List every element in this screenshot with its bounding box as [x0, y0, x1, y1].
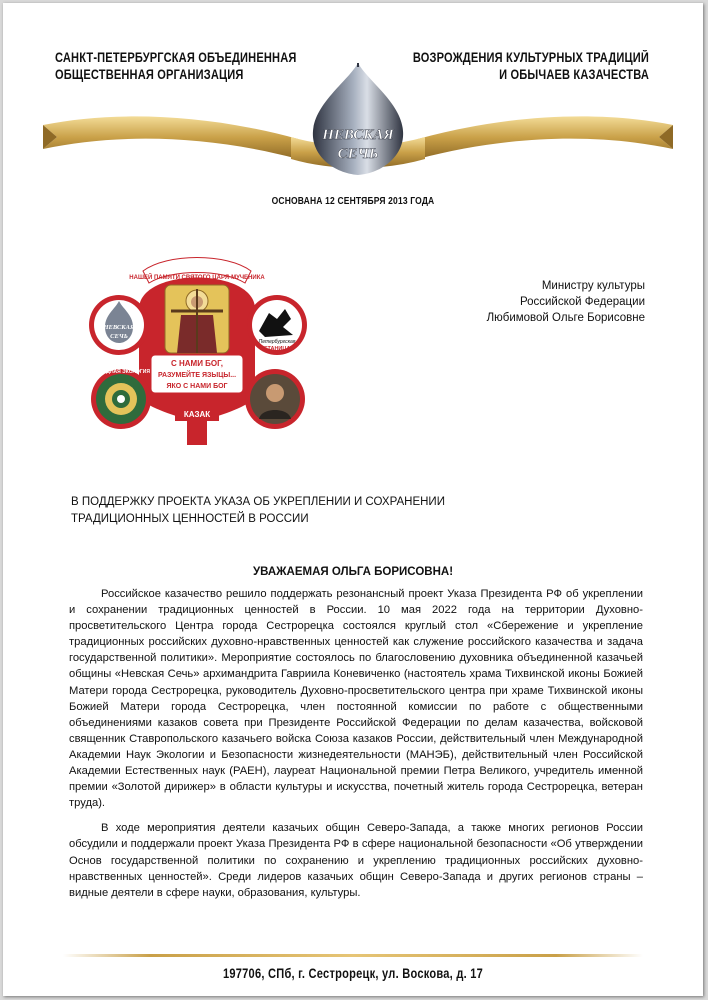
right-badge-line2: СТАНИЦА: [263, 346, 291, 352]
left-bottom-badge-text: НАРОДНАЯ ЭКОЛОГИЯ: [92, 369, 150, 375]
subject-line1: В ПОДДЕРЖКУ ПРОЕКТА УКАЗА ОБ УКРЕПЛЕНИИ И СОХРАНЕНИИ: [71, 496, 445, 508]
left-badge-word1: НЕВСКАЯ: [103, 324, 135, 331]
gold-ribbon-logo: [43, 63, 673, 183]
subject-line2: ТРАДИЦИОННЫХ ЦЕННОСТЕЙ В РОССИИ: [71, 513, 309, 525]
founded-date: ОСНОВАНА 12 СЕНТЯБРЯ 2013 ГОДА: [271, 196, 435, 207]
organization-mission-line1: ВОЗРОЖДЕНИЯ КУЛЬТУРНЫХ ТРАДИЦИЙ: [412, 50, 649, 65]
addressee-line1: Министру культуры: [541, 280, 645, 292]
left-badge-word2: СЕЧЬ: [110, 333, 128, 340]
emblem-slogan-line3: ЯКО С НАМИ БОГ: [166, 383, 228, 390]
addressee-line3: Любимовой Ольге Борисовне: [486, 312, 645, 324]
organization-mission-line2: И ОБЫЧАЕВ КАЗАЧЕСТВА: [499, 67, 649, 82]
right-badge-line1: Петербургская: [258, 339, 296, 345]
cross-word: КАЗАК: [183, 410, 211, 419]
cossack-emblem: [87, 249, 307, 445]
logo-word-nevskaya: НЕВСКАЯ: [322, 127, 394, 143]
addressee: [487, 278, 645, 326]
addressee-line2: Российской Федерации: [519, 296, 645, 308]
body-paragraph-2: В ходе мероприятия деятели казачьих общин Северо-Запада, а также многих регионов России обсудили и поддержали проект Указа Президента РФ в сфере национальной безопасности «Об утверждении Основ государственной политики по сохранению и укреплению традиционных российских духовно-нравственных ценностей». Среди лидеров казачьих общин Северо-Запада и других регионов страны – видные деятели в сфере науки, образования, культуры.: [69, 822, 643, 899]
body-paragraph-1: Российское казачество решило поддержать резонансный проект Указа Президента РФ об укреплении и сохранении традиционных ценностей в России. 10 мая 2022 года на территории Духовно-просветительского Центра города Сестрорецка состоялся круглый стол «Сбережение и укрепление традиционных российских духовно-нравственных ценностей как служение российского казачества и задача государственной политики». Мероприятие состоялось по благословению духовника объединенной казачьей общины «Невская Сечь» архимандрита Гавриила Коневиченко (настоятель храма Тихвинской иконы Божией Матери города Сестрорецка, руководитель Духовно-просветительского центра при храме Тихвинской иконы Божией Матери города Сестрорецка, член постоянной комиссии по работе с общественными объединениями казаков совета при Президенте Российской Федерации по делам казачества, войсковой священник Ставропольского казачьего войска Союза казаков России, действительный член Международной Академии Наук Экологии и Безопасности жизнедеятельности (МАНЭБ), действительный член Российской Академии Естественных наук (РАЕН), лауреат Национальной премии Петра Великого, учредитель именной премии «Золотой дирижер» в области культуры и искусства, почетный житель города Сестрорецка, ветеран труда).: [69, 588, 643, 810]
letter-subject: [71, 494, 445, 528]
salutation: УВАЖАЕМАЯ ОЛЬГА БОРИСОВНА!: [252, 566, 454, 578]
emblem-slogan-line1: С НАМИ БОГ,: [170, 359, 224, 368]
letter-body: [69, 586, 643, 910]
logo-word-sech: СЕЧЬ: [337, 146, 379, 162]
footer-address: 197706, СПб, г. Сестрорецк, ул. Воскова, д. 17: [222, 966, 484, 981]
letter-page: [3, 3, 703, 996]
emblem-banner-text: НАШЕЙ ПАМЯТИ СВЯТОГО ЦАРЯ-МУЧЕНИКА: [129, 275, 265, 281]
organization-name-line1: САНКТ-ПЕТЕРБУРГСКАЯ ОБЪЕДИНЕННАЯ: [55, 50, 297, 65]
emblem-slogan-line2: РАЗУМЕЙТЕ ЯЗЫЦЫ...: [157, 372, 237, 379]
organization-name-line2: ОБЩЕСТВЕННАЯ ОРГАНИЗАЦИЯ: [55, 67, 244, 82]
footer-divider: [63, 954, 643, 957]
